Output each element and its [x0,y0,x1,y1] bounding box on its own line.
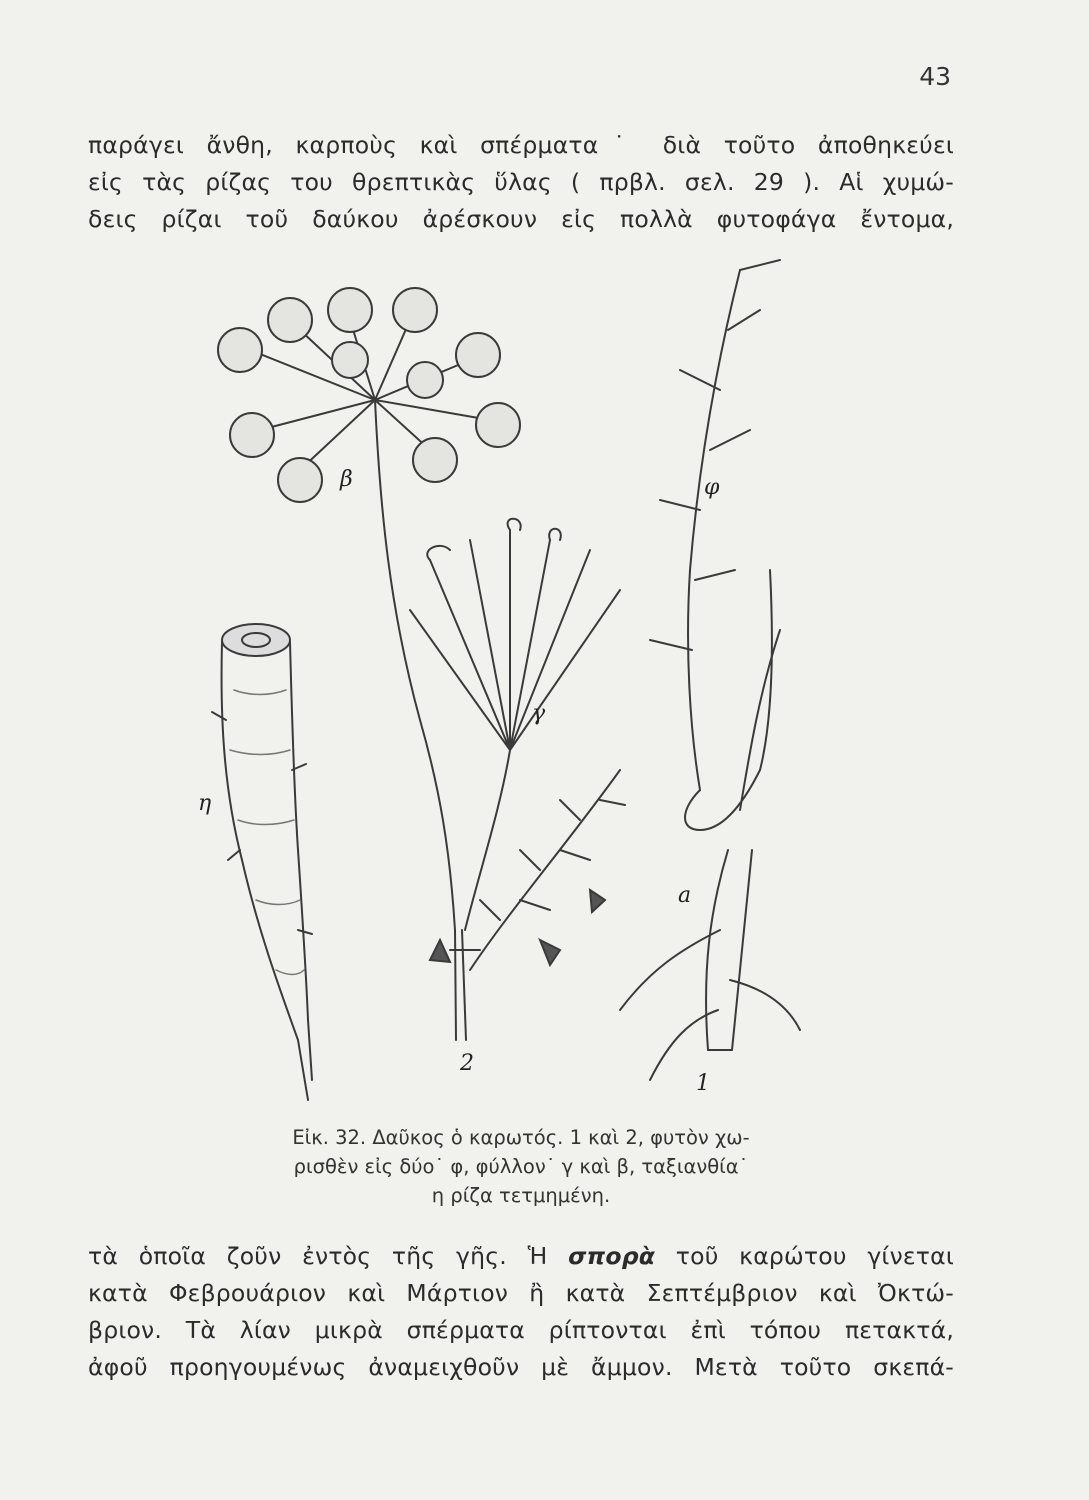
page-number: 43 [919,62,951,91]
whole-plant-drawing [620,260,800,1080]
carrot-illustration [180,250,840,1130]
seed-umbel-drawing [410,519,620,930]
emphasized-term: σπορὰ [568,1242,656,1270]
cut-root-drawing [212,624,312,1100]
caption-line: η ρίζα τετμημένη. [431,1184,611,1207]
caption-line: Εἰκ. 32. Δαῦκος ὁ καρωτός. 1 καὶ 2, φυτὸν χω- [292,1126,750,1149]
text-line: παράγει ἄνθη, καρποὺς καὶ σπέρματα˙ διὰ τοῦτο ἀποθηκεύει [88,131,954,159]
label-flower: β [340,467,353,492]
bottom-paragraph [88,1238,954,1386]
text-line: εἰς τὰς ρίζας του θρεπτικὰς ὕλας ( πρβλ. σελ. 29 ). Αἱ χυμώ- [88,168,954,196]
text-fragment: τὰ ὁποῖα ζοῦν ἐντὸς τῆς γῆς. Ἡ [88,1242,569,1270]
label-plant-2: 2 [460,1051,474,1076]
text-line: δεις ρίζαι τοῦ δαύκου ἀρέσκουν εἰς πολλὰ φυτοφάγα ἔντομα, [88,205,954,233]
text-line: βριον. Τὰ λίαν μικρὰ σπέρματα ρίπτονται ἐπὶ τόπου πετακτά, [88,1316,954,1344]
top-paragraph [88,127,954,238]
text-line: ἀφοῦ προηγουμένως ἀναμειχθοῦν μὲ ἄμμον. Μετὰ τοῦτο σκεπά- [88,1353,954,1381]
label-leaf: φ [704,475,720,500]
label-root: η [198,791,212,816]
text-fragment: τοῦ καρώτου γίνεται [655,1242,955,1270]
caption-line: ρισθὲν εἰς δύο˙ φ, φύλλον˙ γ καὶ β, ταξιανθία˙ [293,1155,749,1178]
text-line: κατὰ Φεβρουάριον καὶ Μάρτιον ἢ κατὰ Σεπτέμβριον καὶ Ὀκτώ- [88,1279,954,1307]
figure-caption [226,1123,816,1210]
leaf-drawing [430,770,625,970]
text-line [88,1238,954,1275]
label-root-a: a [678,883,692,908]
label-umbel: γ [532,701,546,726]
label-plant-1: 1 [696,1071,710,1096]
